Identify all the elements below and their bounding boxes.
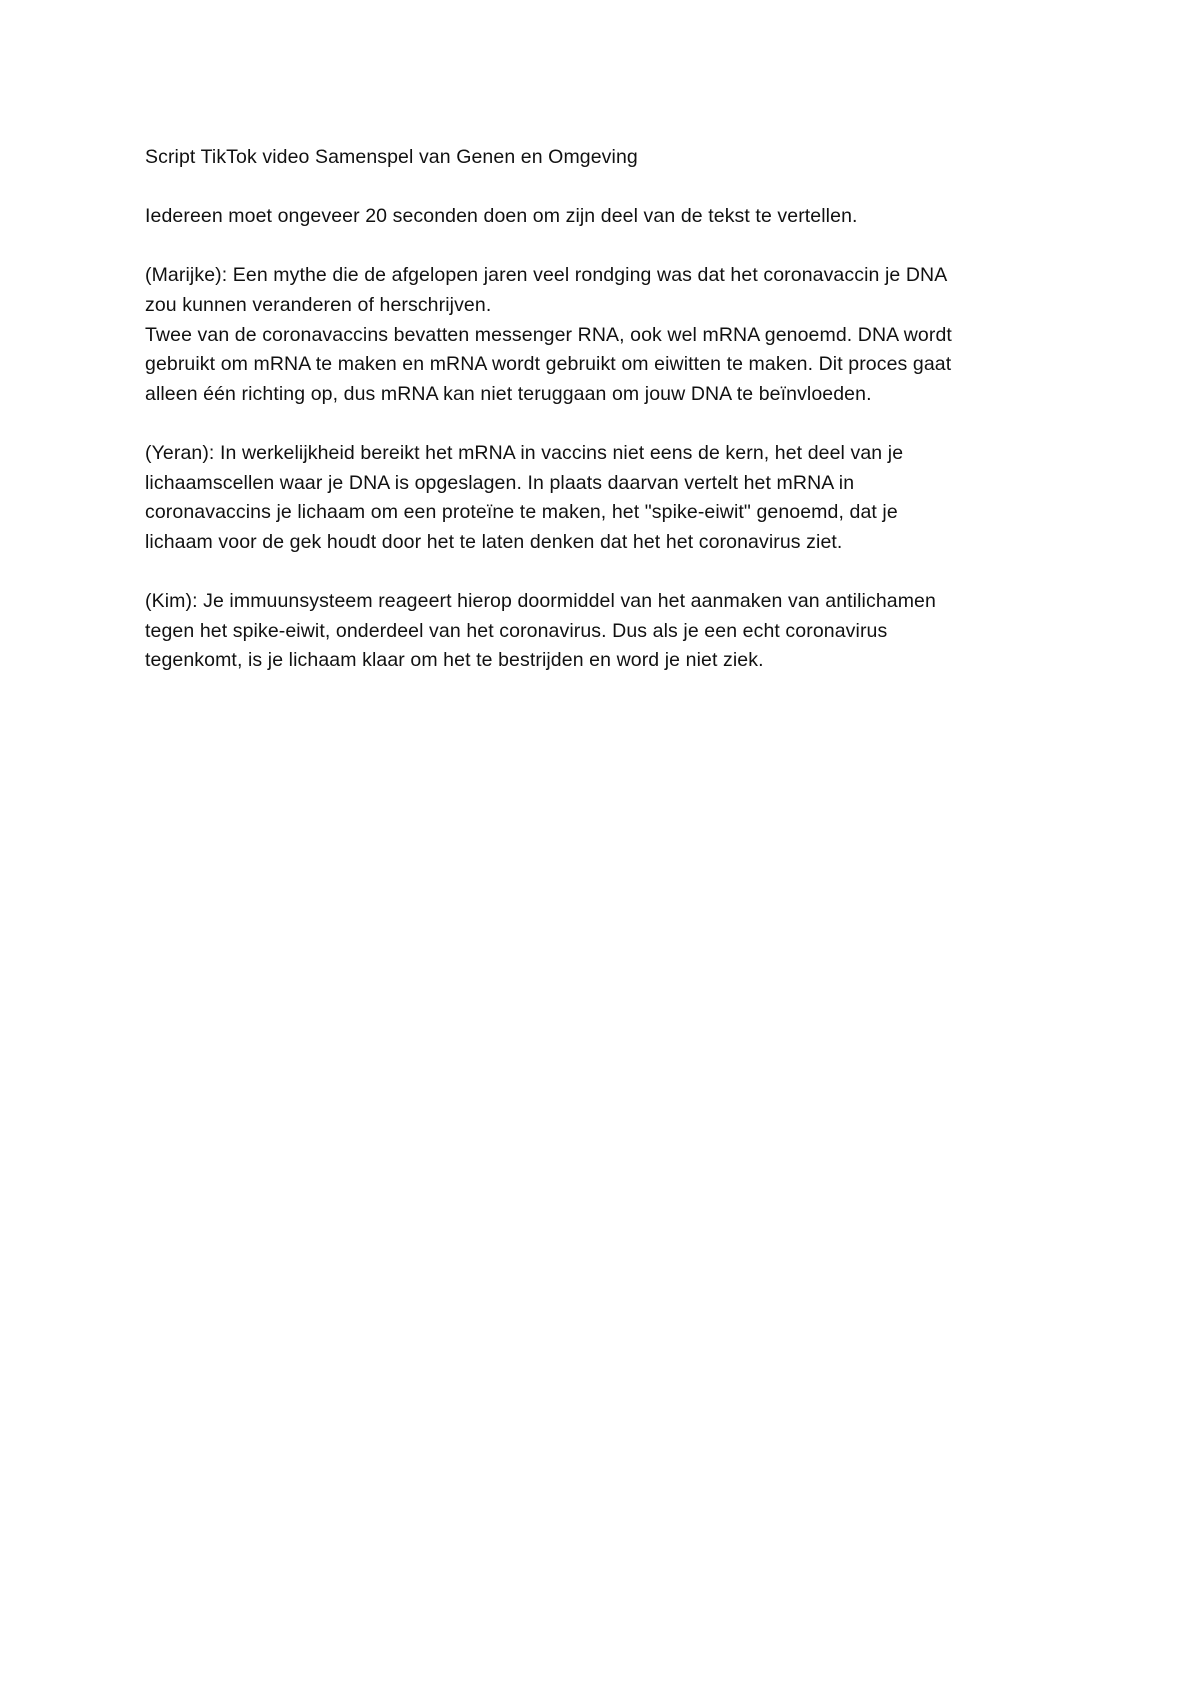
paragraph-line: coronavaccins je lichaam om een proteïne te maken, het "spike-eiwit" genoemd, dat je	[145, 501, 898, 524]
paragraph-line: (Yeran): In werkelijkheid bereikt het mRNA in vaccins niet eens de kern, het deel van je	[145, 441, 904, 464]
paragraph-line: lichaam voor de gek houdt door het te laten denken dat het het coronavirus ziet.	[145, 530, 843, 553]
paragraph-line: tegen het spike-eiwit, onderdeel van het coronavirus. Dus als je een echt coronavirus	[145, 619, 888, 642]
intro-paragraph: Iedereen moet ongeveer 20 seconden doen om zijn deel van de tekst te vertellen.	[145, 205, 858, 228]
paragraph-line: Twee van de coronavaccins bevatten messenger RNA, ook wel mRNA genoemd. DNA wordt	[145, 323, 952, 346]
paragraph-marijke	[145, 261, 1075, 409]
paragraph-line: (Kim): Je immuunsysteem reageert hierop doormiddel van het aanmaken van antilichamen	[145, 589, 936, 612]
paragraph-line: (Marijke): Een mythe die de afgelopen jaren veel rondging was dat het coronavaccin je DNA	[145, 264, 948, 287]
paragraph-line: tegenkomt, is je lichaam klaar om het te bestrijden en word je niet ziek.	[145, 649, 764, 672]
paragraph-kim	[145, 587, 1075, 676]
paragraph-yeran	[145, 439, 1075, 557]
document-body	[145, 143, 1075, 705]
paragraph-line: zou kunnen veranderen of herschrijven.	[145, 293, 492, 316]
paragraph-line: gebruikt om mRNA te maken en mRNA wordt gebruikt om eiwitten te maken. Dit proces gaat	[145, 353, 952, 376]
paragraph-line: lichaamscellen waar je DNA is opgeslagen. In plaats daarvan vertelt het mRNA in	[145, 471, 855, 494]
paragraph-line: alleen één richting op, dus mRNA kan niet teruggaan om jouw DNA te beïnvloeden.	[145, 382, 872, 405]
document-title: Script TikTok video Samenspel van Genen en Omgeving	[145, 146, 638, 168]
